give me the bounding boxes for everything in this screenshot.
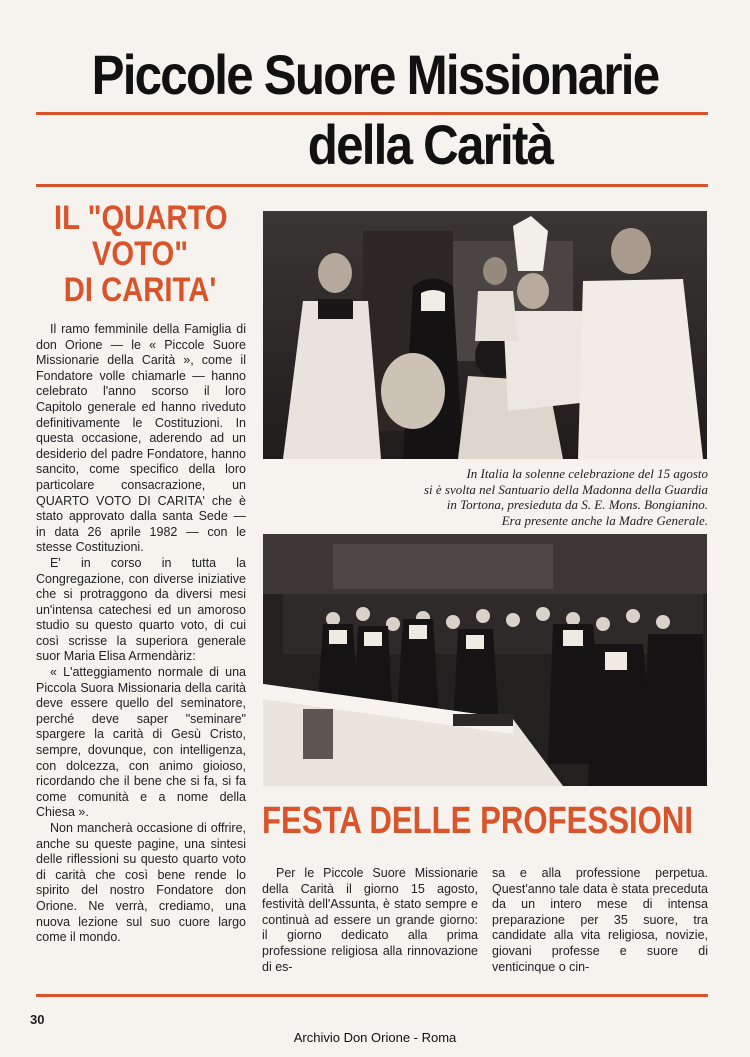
archive-footer: Archivio Don Orione - Roma [293, 1030, 457, 1045]
festa-article-col2 [492, 866, 708, 975]
heading-line: DI CARITA' [63, 271, 217, 309]
ceremony-photo-caption [330, 466, 708, 528]
quarto-voto-article [36, 322, 246, 946]
title-rule-bottom [36, 184, 708, 187]
heading-line: VOTO" [91, 235, 189, 273]
article-paragraph: Il ramo femminile della Famiglia di don Orione — le « Piccole Suore Missionarie della Carità », come il Fondatore volle chiamarle — hanno celebrato l'anno scorso il loro Capitolo generale ed hanno riveduto definitivamente le Costituzioni. In questa occasione, aderendo ad un desiderio del padre Fondatore, hanno sancito, come specifico della loro particolare consacrazione, un QUARTO VOTO DI CARITA' che è stato approvato dalla santa Sede — in data 26 aprile 1982 — con le stesse Costituzioni. [36, 322, 246, 555]
caption-line: In Italia la solenne celebrazione del 15 agosto [466, 466, 708, 481]
quarto-voto-heading [54, 200, 226, 308]
ceremony-photo-image [263, 211, 707, 459]
caption-line: Era presente anche la Madre Generale. [501, 512, 708, 528]
article-paragraph: « L'atteggiamento normale di una Piccola Suora Missionaria della carità deve essere quello del seminatore, perché deve saper "seminare" spargere la carità di Gesù Cristo, sempre, dovunque, con intelligenza, con dolcezza, con animo gioioso, ricordando che il bene che si fa, si fa come comunità e a nome della Chiesa ». [36, 665, 246, 820]
article-paragraph: sa e alla professione perpetua. Quest'anno tale data è stata preceduta da un intero mese di intensa preparazione per 35 suore, tra candidate alla vita religiosa, novizie, giovani professe e suore di venticinque o cin- [492, 866, 708, 974]
caption-line: si è svolta nel Santuario della Madonna della Guardia [423, 481, 708, 497]
footer-rule [36, 994, 708, 997]
article-paragraph: E' in corso in tutta la Congregazione, con diverse iniziative che si protraggono da diversi mesi un'intensa catechesi ed un amoroso studio su questo quarto voto, di cui così scrisse la superiora generale suor Maria Elisa Armendàriz: [36, 555, 246, 664]
caption-line: in Tortona, presieduta da S. E. Mons. Bongianino. [446, 497, 708, 512]
ceremony-photo [263, 211, 707, 459]
page-title-line2: della Carità [307, 113, 553, 176]
page-title-line1: Piccole Suore Missionarie [91, 43, 659, 106]
festa-article-col1 [262, 866, 478, 975]
assembly-photo [263, 534, 707, 786]
page-number: 30 [30, 1012, 45, 1027]
assembly-photo-image [263, 534, 707, 786]
article-paragraph: Non mancherà occasione di offrire, anche su queste pagine, una sintesi delle riflessioni su questo quarto voto di carità che così bene rende lo spirito del nostro Fondatore don Orione. Ne verrà, crediamo, una nuova lezione sul suo cuore largo come il mondo. [36, 821, 246, 945]
festa-heading: FESTA DELLE PROFESSIONI [262, 800, 694, 842]
article-paragraph: Per le Piccole Suore Missionarie della Carità il giorno 15 agosto, festività dell'Assunta, è stato sempre e continuà ad essere un grande giorno: il giorno dedicato alla prima professione religiosa alla rinnovazione di es- [262, 866, 478, 974]
heading-line: IL "QUARTO [54, 199, 228, 237]
